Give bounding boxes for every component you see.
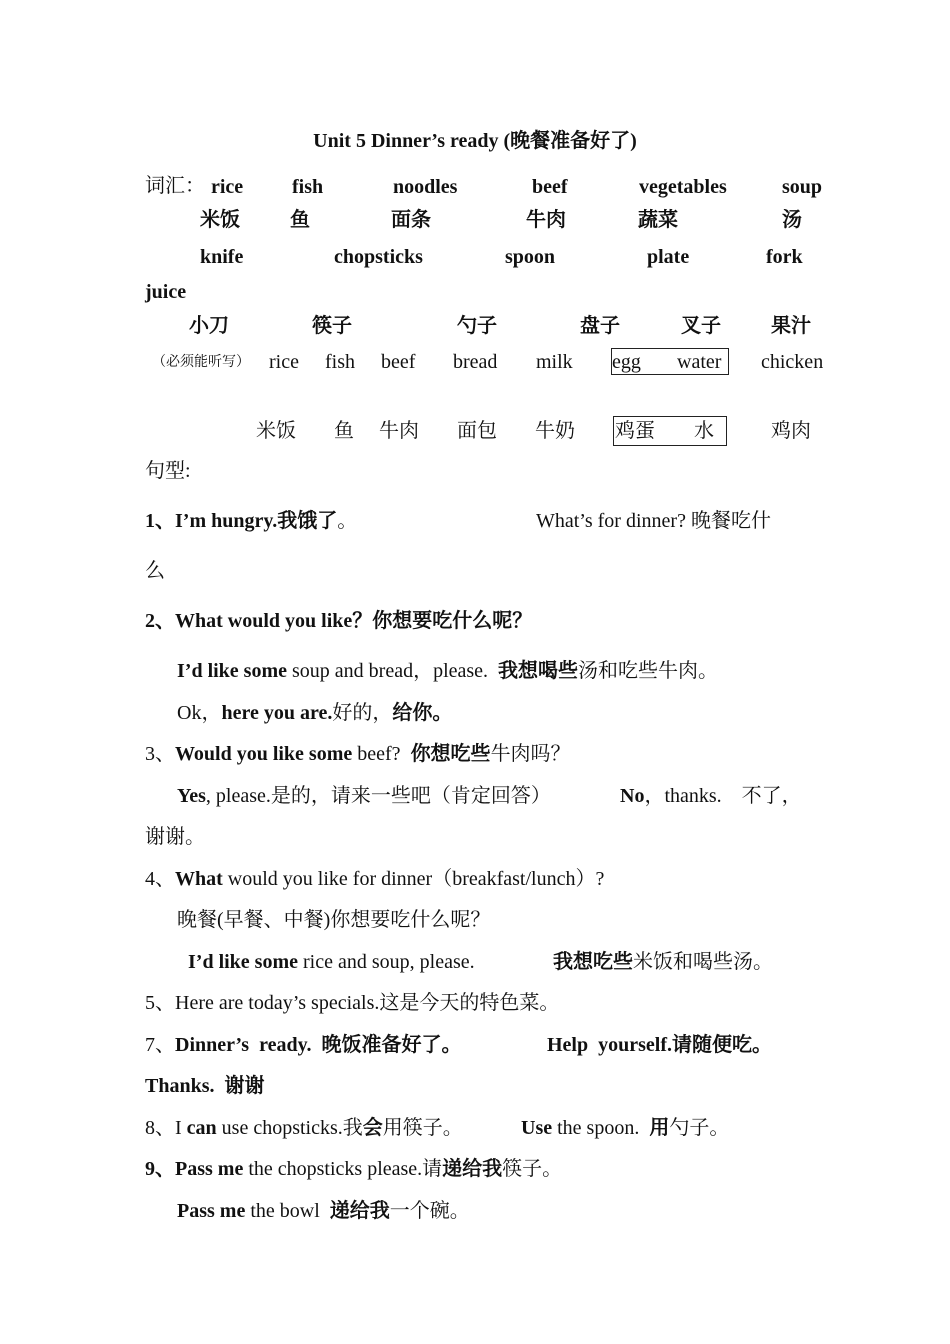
- sentence-text: 。: [337, 510, 358, 532]
- patterns-label: 句型:: [145, 460, 191, 482]
- vocab-word: soup: [782, 176, 823, 198]
- sentence-text: rice and soup, please.: [298, 951, 475, 973]
- vocab-meaning: 汤: [782, 209, 802, 231]
- vocab-word: beef: [381, 351, 416, 373]
- sentence-text: Help yourself.请随便吃。: [547, 1034, 772, 1056]
- vocab-meaning: 面包: [457, 420, 497, 442]
- sentence-5: 5、Here are today’s specials.这是今天的特色菜。: [145, 992, 560, 1014]
- sentence-3-answer-yes: [177, 786, 551, 806]
- sentence-text: 递给我: [442, 1158, 503, 1180]
- vocab-meaning: 叉子: [681, 315, 721, 337]
- vocab-meaning: 果汁: [771, 315, 811, 337]
- sentence-text: the chopsticks please.请: [243, 1158, 443, 1180]
- sentence-text: 用: [649, 1117, 670, 1139]
- vocab-meaning: 鱼: [334, 420, 354, 442]
- sentence-text: beef?: [352, 743, 411, 765]
- vocab-meaning: 米饭: [200, 209, 240, 231]
- sentence-text: No: [620, 785, 645, 807]
- sentence-3: [145, 744, 571, 764]
- sentence-text: I’d like some: [177, 660, 287, 682]
- vocab-meaning: 牛肉: [526, 209, 566, 231]
- sentence-text: Dinner’s ready. 晚饭准备好了。: [175, 1034, 462, 1056]
- sentence-text: 8、I: [145, 1117, 187, 1139]
- sentence-9-b: [177, 1201, 470, 1221]
- vocab-word: spoon: [505, 246, 556, 268]
- sentence-4-answer: [188, 952, 475, 972]
- vocab-meaning: 小刀: [189, 315, 229, 337]
- sentence-text: the bowl: [245, 1200, 330, 1222]
- sentence-2-answer: [177, 661, 718, 681]
- vocab-meaning: 筷子: [312, 315, 352, 337]
- sentence-text: 一个碗。: [389, 1200, 470, 1222]
- sentence-number: 4、: [145, 868, 175, 890]
- sentence-text: 会: [362, 1117, 383, 1139]
- vocab-meaning: 盘子: [580, 315, 620, 337]
- vocab-word: water: [677, 351, 722, 373]
- dictation-label: （必须能听写）: [152, 355, 250, 370]
- sentence-text: 晚餐(早餐、中餐)你想要吃什么呢？: [177, 909, 491, 931]
- sentence-text: 用筷子。: [382, 1117, 463, 1139]
- sentence-1: [145, 511, 357, 531]
- vocab-meaning: 面条: [391, 209, 431, 231]
- sentence-text: 我想吃些: [553, 951, 633, 973]
- sentence-text: Use: [521, 1117, 553, 1139]
- sentence-text: Ok，: [177, 702, 222, 724]
- vocab-label: 词汇：: [145, 175, 205, 197]
- vocab-word: noodles: [393, 176, 458, 198]
- sentence-2: 2、What would you like？你想要吃什么呢？: [145, 610, 533, 632]
- sentence-text: What’s for dinner? 晚餐吃什: [536, 510, 771, 532]
- sentence-9: [145, 1159, 562, 1179]
- sentence-text: I’d like some: [188, 951, 298, 973]
- vocab-meaning: 鸡蛋: [615, 420, 655, 442]
- sentence-7: [145, 1035, 461, 1055]
- sentence-text: 我想喝些: [498, 660, 579, 682]
- sentence-text: ，thanks. 不了，: [644, 785, 802, 807]
- sentence-text: 好的，: [332, 702, 393, 724]
- vocab-meaning: 鸡肉: [771, 420, 811, 442]
- sentence-number: 1、: [145, 510, 175, 532]
- vocab-word: fish: [292, 176, 324, 198]
- sentence-text: Yes: [177, 785, 206, 807]
- sentence-text: would you like for dinner（breakfast/lunch）?: [222, 868, 605, 890]
- vocab-word: fish: [325, 351, 355, 373]
- vocab-word: rice: [211, 176, 244, 198]
- sentence-text: can: [186, 1117, 217, 1139]
- vocab-word: egg: [612, 351, 641, 373]
- sentence-text: I’m hungry.我饿了: [175, 510, 338, 532]
- vocab-meaning: 蔬菜: [638, 209, 678, 231]
- sentence-3-answer-no: [620, 786, 802, 806]
- sentence-text: 米饭和喝些汤。: [633, 951, 773, 973]
- sentence-4-answer-zh: [553, 952, 773, 972]
- sentence-text: soup and bread，please.: [287, 660, 499, 682]
- vocab-word: chopsticks: [334, 246, 423, 268]
- sentence-4: [145, 869, 604, 889]
- sentence-2-reply: [177, 703, 452, 723]
- sentence-number: 3、: [145, 743, 175, 765]
- vocab-meaning: 勺子: [457, 315, 497, 337]
- vocab-meaning: 鱼: [290, 209, 310, 231]
- vocab-word: rice: [269, 351, 299, 373]
- sentence-text: Thanks. 谢谢: [145, 1075, 265, 1097]
- sentence-text: Would you like some: [175, 743, 353, 765]
- sentence-text: here you are.: [221, 702, 333, 724]
- sentence-text: 勺子。: [669, 1117, 730, 1139]
- vocab-word: vegetables: [639, 176, 727, 198]
- sentence-text: use chopsticks.我: [216, 1117, 363, 1139]
- sentence-number: 7、: [145, 1034, 175, 1056]
- sentence-text: What: [175, 868, 223, 890]
- vocab-word: plate: [647, 246, 690, 268]
- vocab-word: milk: [536, 351, 573, 373]
- sentence-text: 给你。: [392, 702, 453, 724]
- sentence-text: 筷子。: [502, 1158, 563, 1180]
- vocab-meaning: 牛肉: [379, 420, 419, 442]
- sentence-text: 9、Pass me: [145, 1158, 244, 1180]
- page-title: Unit 5 Dinner’s ready (晚餐准备好了): [313, 130, 637, 152]
- sentence-text: 谢谢。: [145, 826, 205, 848]
- sentence-text: Pass me: [177, 1200, 246, 1222]
- sentence-text: , please.是的，请来一些吧（肯定回答）: [205, 785, 551, 807]
- sentence-text: 递给我: [329, 1200, 390, 1222]
- vocab-word: bread: [453, 351, 498, 373]
- vocab-word: juice: [145, 281, 187, 303]
- vocab-word: fork: [766, 246, 803, 268]
- sentence-8: [145, 1118, 463, 1138]
- vocab-word: beef: [532, 176, 568, 198]
- sentence-text: 么: [145, 560, 165, 582]
- vocab-meaning: 米饭: [256, 420, 296, 442]
- sentence-text: 你想吃些: [410, 743, 491, 765]
- vocab-meaning: 牛奶: [535, 420, 575, 442]
- vocab-word: chicken: [761, 351, 824, 373]
- sentence-text: 牛肉吗？: [490, 743, 571, 765]
- vocab-meaning: 水: [694, 420, 714, 442]
- sentence-8-b: [521, 1118, 729, 1138]
- sentence-text: 汤和吃些牛肉。: [578, 660, 719, 682]
- vocab-word: knife: [200, 246, 244, 268]
- sentence-text: the spoon.: [552, 1117, 650, 1139]
